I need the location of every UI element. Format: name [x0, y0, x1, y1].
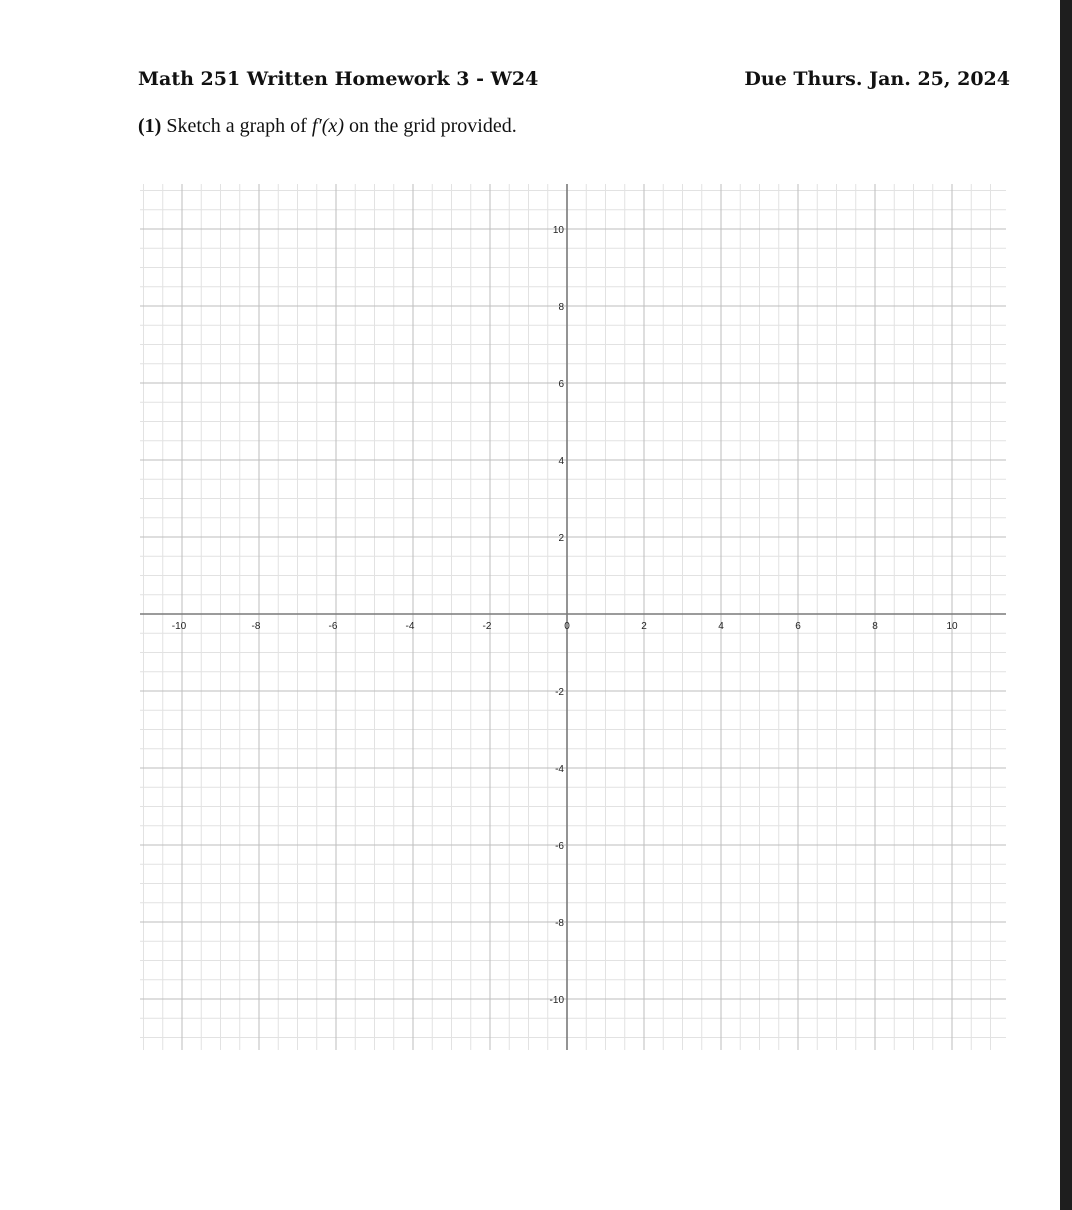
x-tick-label: 0 — [564, 621, 570, 632]
problem-math: f′(x) — [311, 115, 344, 137]
y-tick-label: 4 — [558, 456, 564, 467]
x-tick-label: -4 — [405, 621, 415, 632]
y-tick-label: 6 — [558, 379, 564, 390]
problem-text-before: Sketch a graph of — [166, 115, 307, 137]
y-tick-label: 10 — [552, 225, 564, 236]
x-tick-label: -2 — [482, 621, 492, 632]
y-tick-label: -8 — [555, 918, 564, 929]
y-tick-label: 8 — [558, 302, 564, 313]
x-tick-label: 2 — [641, 621, 647, 632]
y-tick-label: -6 — [555, 841, 564, 852]
right-edge-bar — [1060, 0, 1072, 1210]
x-tick-label: 4 — [718, 621, 724, 632]
x-tick-label: -10 — [171, 621, 187, 632]
x-tick-label: -6 — [328, 621, 338, 632]
due-date: Due Thurs. Jan. 25, 2024 — [744, 68, 1010, 90]
y-tick-label: -4 — [555, 764, 564, 775]
problem-text-after: on the grid provided. — [348, 115, 517, 137]
course-title: Math 251 Written Homework 3 - W24 — [138, 68, 539, 90]
x-tick-label: 6 — [795, 621, 801, 632]
x-tick-label: -8 — [251, 621, 261, 632]
x-tick-label: 8 — [872, 621, 878, 632]
problem-number: (1) — [138, 115, 162, 137]
y-tick-label: -2 — [555, 687, 564, 698]
x-tick-label: 10 — [946, 621, 958, 632]
y-tick-label: 2 — [558, 533, 564, 544]
y-tick-label: -10 — [549, 995, 564, 1006]
